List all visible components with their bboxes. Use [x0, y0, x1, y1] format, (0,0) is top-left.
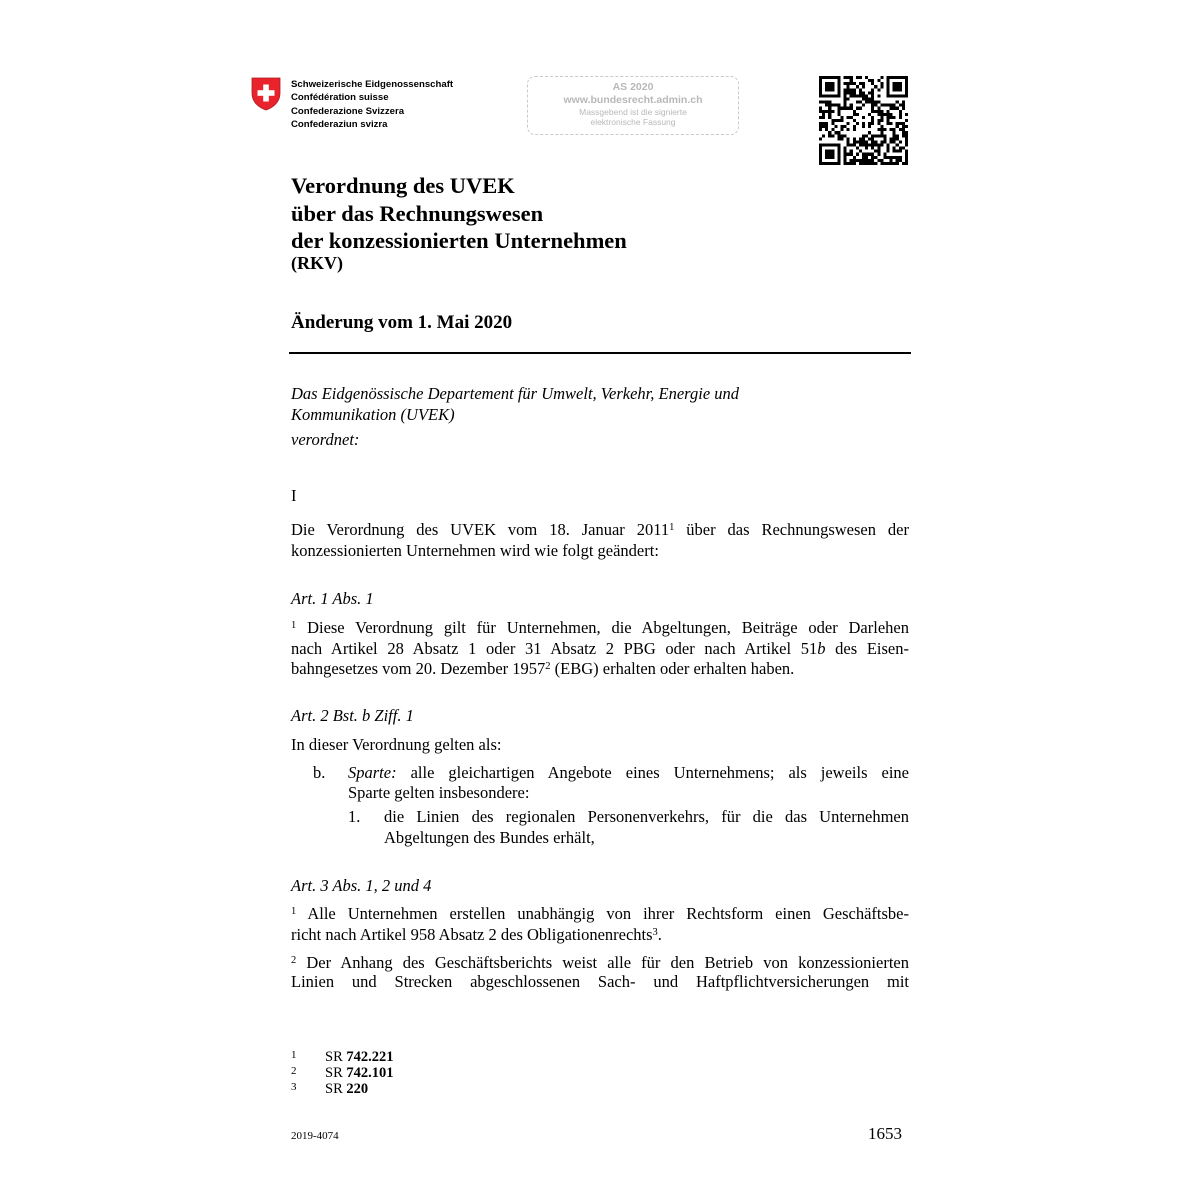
- as-stamp: [527, 76, 739, 135]
- federation-name-de: Schweizerische Eidgenossenschaft: [291, 79, 454, 90]
- text-run: richt nach Artikel 958 Absatz 2 des Obligationenrechts: [291, 925, 653, 944]
- federation-name-fr: Confédération suisse: [291, 92, 389, 104]
- footnote-ref: 3: [652, 927, 658, 938]
- footnote-number: 2: [291, 1065, 297, 1077]
- footnote-ref: 1: [669, 522, 675, 533]
- title-line-1: Verordnung des UVEK: [291, 173, 515, 198]
- federation-names: [291, 78, 453, 131]
- article-3-para-1-line-2: [291, 925, 662, 945]
- text-run: Die Verordnung des UVEK vom 18. Januar 2011: [291, 520, 670, 539]
- paragraph-number: 1: [291, 620, 297, 631]
- article-2-heading: Art. 2 Bst. b Ziff. 1: [291, 706, 414, 725]
- preamble-line-2: Kommunikation (UVEK): [291, 405, 455, 424]
- text-run: Der Anhang des Geschäftsberichts weist alle für den Betrieb von konzessionierten: [296, 953, 909, 972]
- stamp-url: www.bundesrecht.admin.ch: [563, 94, 703, 106]
- qr-code-icon: [819, 76, 908, 165]
- footnote-ref-number: 220: [346, 1081, 369, 1097]
- article-2-letter-b-line-1: [348, 763, 909, 783]
- article-2-letter-b-line-2: Sparte gelten insbesondere:: [348, 783, 530, 802]
- article-2-item-1-line-1: die Linien des regionalen Personenverkehrs, für die das Unternehmen: [384, 807, 909, 826]
- footnote-3: [291, 1079, 368, 1097]
- footnote-ref-number: 742.101: [346, 1065, 394, 1081]
- amendment-statement-line-2: konzessionierten Unternehmen wird wie folgt geändert:: [291, 541, 659, 560]
- title-divider: [289, 352, 911, 354]
- document-number: 2019-4074: [291, 1130, 339, 1142]
- section-number: I: [291, 486, 297, 505]
- text-run: Alle Unternehmen erstellen unabhängig von ihrer Rechtsform einen Geschäftsbe-: [296, 904, 909, 923]
- list-letter: b.: [313, 763, 326, 782]
- stamp-note-1: Massgebend ist die signierte: [579, 107, 687, 117]
- text-run: (EBG) erhalten oder erhalten haben.: [550, 659, 795, 678]
- footnote-ref-number: 742.221: [346, 1049, 394, 1065]
- text-run: nach Artikel 28 Absatz 1 oder 31 Absatz 2 PBG oder nach Artikel 51: [291, 639, 818, 658]
- stamp-collection: AS 2020: [612, 81, 654, 93]
- article-3-para-2-line-1: [291, 953, 909, 973]
- preamble-verb: verordnet:: [291, 430, 360, 449]
- text-run: alle gleichartigen Angebote eines Unternehmens; als jeweils eine: [396, 763, 909, 782]
- footnote-ref: 2: [545, 661, 551, 672]
- swiss-cross-icon: [251, 77, 281, 111]
- footnote-prefix: SR: [325, 1049, 347, 1065]
- title-line-3: der konzessionierten Unternehmen: [291, 228, 627, 253]
- defined-term: Sparte:: [348, 763, 397, 782]
- footnote-number: 3: [291, 1081, 297, 1093]
- ordinance-abbreviation: (RKV): [291, 253, 343, 273]
- federation-name-rm: Confederaziun svizra: [291, 118, 388, 130]
- paragraph-number: 1: [291, 906, 297, 917]
- text-run: über das Rechnungswesen der: [674, 520, 909, 539]
- amendment-date: Änderung vom 1. Mai 2020: [291, 312, 513, 333]
- amendment-statement-line-1: [291, 520, 909, 540]
- article-1-line-1: [291, 618, 909, 638]
- footnote-prefix: SR: [325, 1081, 347, 1097]
- preamble-line-1: Das Eidgenössische Departement für Umwelt, Verkehr, Energie und: [291, 384, 740, 403]
- list-number: 1.: [348, 807, 361, 826]
- footnote-number: 1: [291, 1049, 297, 1061]
- page-number: 1653: [868, 1124, 902, 1143]
- text-run: des Eisen-: [825, 639, 909, 658]
- text-run: bahngesetzes vom 20. Dezember 1957: [291, 659, 546, 678]
- federation-name-it: Confederazione Svizzera: [291, 105, 405, 117]
- article-3-para-2-line-2: Linien und Strecken abgeschlossenen Sach- und Haftpflichtversicherungen mit: [291, 972, 909, 991]
- stamp-note-2: elektronische Fassung: [590, 117, 676, 127]
- article-1-heading: Art. 1 Abs. 1: [291, 589, 374, 608]
- article-2-intro: In dieser Verordnung gelten als:: [291, 735, 502, 754]
- footnote-prefix: SR: [325, 1065, 347, 1081]
- title-line-2: über das Rechnungswesen: [291, 200, 544, 226]
- paragraph-number: 2: [291, 955, 297, 966]
- article-1-line-3: [291, 659, 794, 679]
- ordinance-title: [291, 172, 627, 255]
- article-3-para-1-line-1: [291, 904, 909, 924]
- text-run: .: [657, 925, 662, 944]
- article-1-line-2: [291, 639, 909, 659]
- text-run-italic: b: [817, 639, 826, 658]
- article-2-item-1-line-2: Abgeltungen des Bundes erhält,: [384, 828, 595, 847]
- article-3-heading: Art. 3 Abs. 1, 2 und 4: [291, 876, 432, 895]
- text-run: Diese Verordnung gilt für Unternehmen, die Abgeltungen, Beiträge oder Darlehen: [296, 618, 909, 637]
